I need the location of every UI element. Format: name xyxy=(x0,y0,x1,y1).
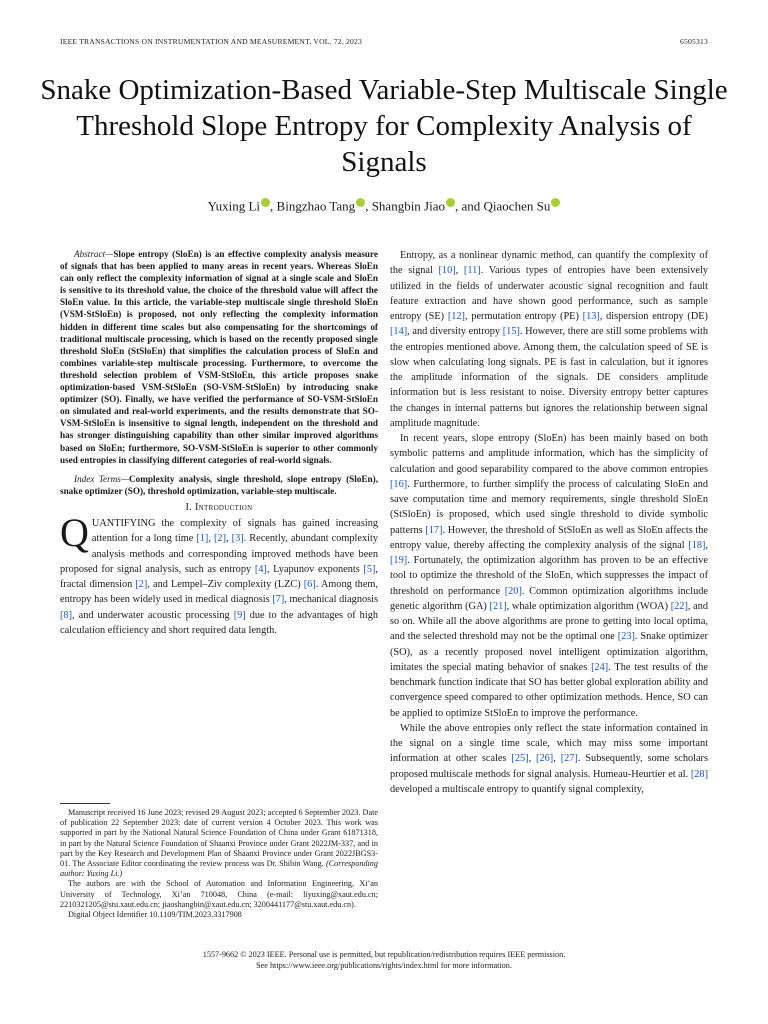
author-name: Qiaochen Su xyxy=(483,198,551,214)
citation-link[interactable]: [1] xyxy=(196,533,209,545)
citation-link[interactable]: [23] xyxy=(617,631,635,643)
orcid-icon[interactable] xyxy=(551,198,560,207)
citation-link[interactable]: [3]. xyxy=(231,533,247,545)
body-paragraph: While the above entropies only reflect the state information contained in the signal on a single time scale, which may miss some important information at other scales [25], [26], [27]. Subsequently, some scholars proposed multiscale methods for signal analysis. Humeau-Heurtier et al. [28] developed a multiscale entropy to quantify signal complexity, xyxy=(390,722,708,795)
body-paragraph: In recent years, slope entropy (SloEn) has been mainly based on both symbolic patterns and amplitude information, which has the simplicity of calculation and good separability compared to the above common entropies [16]. Furthermore, to further simplify the process of calculating SloEn and save computation time and memory requirements, single threshold SloEn (StSloEn) is proposed, which used single threshold to divide symbolic patterns [17]. However, the threshold of StSloEn as well as SloEn affects the entropy value, thereby affecting the complexity analysis of the signal [18], [19]. Fortunately, the optimization algorithm has proven to be an effective tool to optimize the threshold of the SloEn, which suppresses the impact of threshold on performance [20]. Common optimization algorithms include genetic algorithm (GA) [21], whale optimization algorithm (WOA) [22], and so on. While all the above algorithms are prone to getting into local optima, and the selected threshold may not be the optimal one [23]. Snake optimizer (SO), as a recently proposed novel intelligent optimization algorithm, imitates the special mating behavior of snakes [24]. The test results of the benchmark function indicate that SO has better global exploration ability and convergence speed compared to other optimization methods. Hence, SO can be applied to optimize StSloEn to improve the performance. xyxy=(390,433,709,719)
citation-link[interactable]: [12] xyxy=(447,311,465,322)
index-terms xyxy=(60,473,378,497)
abstract-label: Abstract— xyxy=(74,249,114,259)
citation-link[interactable]: [2] xyxy=(214,533,227,545)
copyright-line: 1557-9662 © 2023 IEEE. Personal use is permitted, but republication/redistribution requires IEEE permission. xyxy=(202,950,566,959)
citation-link[interactable]: [9] xyxy=(233,609,246,621)
orcid-icon[interactable] xyxy=(261,198,270,207)
citation-link[interactable]: [14] xyxy=(390,326,408,338)
citation-link[interactable]: [21] xyxy=(489,600,507,612)
index-terms-label: Index Terms— xyxy=(74,473,130,484)
rights-line: See https://www.ieee.org/publications/rights/index.html for more information. xyxy=(256,961,512,970)
citation-link[interactable]: [6] xyxy=(303,579,316,591)
citation-link[interactable]: [5] xyxy=(363,563,376,575)
citation-link[interactable]: [25] xyxy=(511,753,529,765)
drop-cap: Q xyxy=(60,510,89,556)
author-name: Yuxing Li xyxy=(207,198,261,214)
citation-link[interactable]: [4] xyxy=(254,563,267,575)
footnote xyxy=(60,808,378,920)
body-paragraph: Entropy, as a nonlinear dynamic method, can quantify the complexity of the signal [10], [11]. Various types of entropies have been extensively utilized in the fields of underwater acoustic signal recognition and fault feature extraction and have shown good performance, such as sample entropy (SE) [12], permutation entropy (PE) [13], dispersion entropy (DE) [14], and diversity entropy [15]. However, there are still some problems with the entropies mentioned above. Among them, the calculation speed of SE is slow when calculating long signals. PE is fast in calculation, but it ignores the amplitude information of the signals. DE considers amplitude information but is less resistant to noise. Diversity entropy better captures the changes in internal patterns but ignores the relationship between signal amplitude magnitude. xyxy=(390,250,708,429)
orcid-icon[interactable] xyxy=(446,198,455,207)
doi-note: Digital Object Identifier 10.1109/TIM.2023.3317908 xyxy=(68,910,242,920)
copyright-notice xyxy=(0,949,768,971)
journal-name: IEEE TRANSACTIONS ON INSTRUMENTATION AND MEASUREMENT, VOL. 72, 2023 xyxy=(60,37,362,46)
citation-link[interactable]: [19] xyxy=(390,555,408,566)
right-column xyxy=(390,248,708,797)
citation-link[interactable]: [13] xyxy=(582,311,600,322)
footnote-divider xyxy=(60,803,110,804)
page-number: 6505313 xyxy=(680,37,708,46)
affiliation-note: The authors are with the School of Automation and Information Engineering, Xi’an University of Technology, Xi’an 710048, China (e-mail: liyuxing@xaut.edu.cn; 2210321205@stu.xaut.edu.cn; jiaoshangbin@xaut.edu.cn; 3200441177@stu.xaut.edu.cn). xyxy=(60,879,378,909)
section-heading: I. Introduction xyxy=(185,501,253,513)
citation-link[interactable]: [10] xyxy=(438,265,456,277)
citation-link[interactable]: [8] xyxy=(60,609,73,621)
left-column xyxy=(60,248,378,638)
citation-link[interactable]: [2] xyxy=(135,579,148,591)
citation-link[interactable]: [26] xyxy=(536,753,554,765)
orcid-icon[interactable] xyxy=(356,198,365,207)
citation-link[interactable]: [28] xyxy=(690,768,708,780)
citation-link[interactable]: [11] xyxy=(463,265,481,277)
citation-link[interactable]: [7] xyxy=(272,594,285,606)
citation-link[interactable]: [17] xyxy=(425,524,443,536)
citation-link[interactable]: [24] xyxy=(591,661,609,673)
intro-paragraph: QUANTIFYING the complexity of signals has gained increasing attention for a long time [1], [2], [3]. Recently, abundant complexity analysis methods and corresponding improved methods have been proposed for signal analysis, such as entropy [4], Lyapunov exponents [5], fractal dimension [2], and Lempel–Ziv complexity (LZC) [6]. Among them, entropy has been widely used in medical diagnosis [7], mechanical diagnosis [8], and underwater acoustic processing [9] due to the advantages of high calculation efficiency and short required data length. xyxy=(60,510,378,636)
running-header xyxy=(60,37,708,49)
citation-link[interactable]: [20] xyxy=(504,585,522,597)
author-list: Yuxing Li , Bingzhao Tang , Shangbin Jiao , and Qiaochen Su xyxy=(0,196,768,214)
citation-link[interactable]: [16] xyxy=(390,478,408,490)
abstract-text: Slope entropy (SloEn) is an effective complexity analysis measure of signals that has been applied to many areas in recent years. Whereas SloEn can only reflect the complexity information of signal at a single scale and SloEn is sensitive to its threshold value, the choice of the threshold value will affect the SloEn value. In this article, the variable-step multiscale single threshold SloEn (VSM-StSloEn) is proposed, not only reflecting the complexity information hidden in different time scales but also compensating for the shortcomings of traditional multiscale processing, which is based on the recently proposed single threshold SloEn (StSloEn) that simplifies the calculation process of SloEn and combines variable-step multiscale processing. Furthermore, to overcome the threshold selection problem of VSM-StSloEn, this article proposes snake optimization-based VSM-StSloEn (SO-VSM-StSloEn) by introducing snake optimizer (SO). Finally, we have verified the performance of SO-VSM-StSloEn on simulated and real-world experiments, and the results demonstrate that SO-VSM-StSloEn is insensitive to signal length, independent on the threshold and has stronger distinguishing capability than other similar improved algorithms based on SloEn; furthermore, SO-VSM-StSloEn is superior to other commonly used entropies in classifying different categories of real-world signals. xyxy=(60,249,378,465)
index-terms-text: Complexity analysis, single threshold, slope entropy (SloEn), snake optimizer (SO), threshold optimization, variable-step multiscale. xyxy=(60,473,378,496)
citation-link[interactable]: [22] xyxy=(670,600,688,612)
citation-link[interactable]: [27] xyxy=(560,753,578,765)
author-name: Bingzhao Tang xyxy=(276,198,356,214)
citation-link[interactable]: [15] xyxy=(502,326,520,338)
manuscript-note: Manuscript received 16 June 2023; revised 29 August 2023; accepted 6 September 2023. Date of publication 22 September 2023; date of current version 4 October 2023. This work was supported in part by the National Natural Science Foundation of China under Grant 61871318, in part by the Natural Science Foundation of Shaanxi Province under Grant 2022JM-337, and in part by the Key Research and Development Plan of Shaanxi Province under Grant 2022JBGS3-01. The Associate Editor coordinating the review process was Dr. Shibin Wang. (Corresponding author: Yuxing Li.) xyxy=(60,808,378,879)
paper-title: Snake Optimization-Based Variable-Step Multiscale Single Threshold Slope Entropy for Complexity Analysis of Signals xyxy=(40,74,728,178)
citation-link[interactable]: [18] xyxy=(688,539,706,551)
abstract xyxy=(60,248,378,466)
author-name: Shangbin Jiao xyxy=(371,198,445,214)
